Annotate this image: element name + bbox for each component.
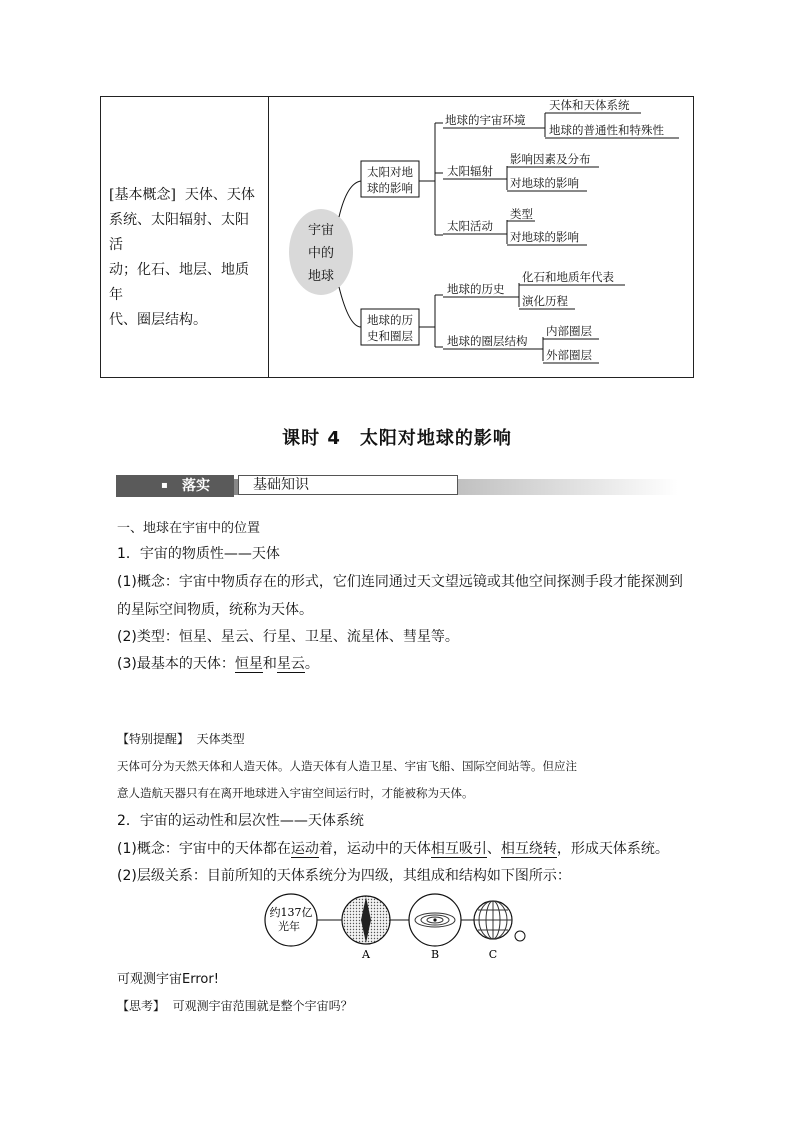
tip-line-1: 天体可分为天然天体和人造天体。人造天体有人造卫星、宇宙飞船、国际空间站等。但应注	[117, 759, 577, 773]
connector-root-b1	[339, 181, 361, 217]
concept-line-3: 动；化石、地层、地质年	[109, 262, 249, 303]
branch-2-line-1: 地球的历	[367, 313, 413, 327]
universe-size-line-2: 光年	[278, 920, 300, 933]
b1-sub3-leaf-2: 对地球的影响	[510, 230, 579, 244]
label-a: A	[362, 948, 370, 961]
para-4-answer-3: 相互绕转	[500, 841, 557, 857]
b2-sub2-leaf-1: 内部圈层	[546, 324, 592, 338]
branch-1-line-2: 球的影响	[367, 181, 413, 195]
para-4-mid-2: 、	[486, 841, 501, 857]
para-1-line-2: 的星际空间物质，统称为天体。	[117, 602, 313, 618]
tip-label: 【特别提醒】	[117, 732, 190, 746]
mind-map	[269, 97, 693, 377]
page-title: 课时 4 太阳对地球的影响	[282, 428, 512, 449]
para-4	[117, 838, 669, 858]
banner-white-block: 基础知识	[238, 475, 458, 495]
para-1-line-1: (1)概念：宇宙中物质存在的形式，它们连同通过天文望远镜或其他空间探测手段才能探测到	[117, 574, 683, 590]
b1-sub3-label: 太阳活动	[447, 219, 493, 233]
celestial-system-diagram	[262, 892, 532, 964]
think-text: 可观测宇宙范围就是整个宇宙吗？	[172, 999, 353, 1013]
label-b: B	[430, 948, 440, 961]
moon-icon	[515, 931, 525, 941]
section-heading-1: 一、地球在宇宙中的位置	[117, 521, 261, 536]
para-4-answer-2: 相互吸引	[430, 841, 487, 857]
b1-sub1-leaf-1: 天体和天体系统	[549, 98, 630, 112]
concept-line-1: 天体、天体	[184, 187, 255, 203]
para-5: (2)层级关系：目前所知的天体系统分为四级，其组成和结构如下图所示：	[117, 868, 571, 884]
b2-sub2-label: 地球的圈层结构	[447, 334, 528, 348]
para-3-answer-1: 恒星	[234, 656, 263, 672]
banner-dark-text: 落实	[182, 478, 210, 494]
b2-sub1-leaf-2: 演化历程	[522, 294, 568, 308]
concept-line-2: 系统、太阳辐射、太阳活	[109, 212, 249, 253]
think-label: 【思考】	[117, 999, 166, 1013]
observable-universe-text: 可观测宇宙Error!	[117, 972, 219, 987]
b2-sub1-leaf-1: 化石和地质年代表	[522, 270, 614, 284]
subheading-2: 2．宇宙的运动性和层次性——天体系统	[117, 813, 364, 829]
tip-heading	[117, 730, 245, 747]
root-line-1: 宇宙	[307, 223, 335, 238]
para-3-suffix: 。	[304, 656, 319, 672]
concept-line-4: 代、圈层结构。	[109, 312, 207, 328]
b1-sub2-leaf-2: 对地球的影响	[510, 176, 579, 190]
b1-sub2-leaf-1: 影响因素及分布	[510, 152, 591, 166]
concept-label: [基本概念]	[109, 187, 176, 203]
para-2: (2)类型：恒星、星云、行星、卫星、流星体、彗星等。	[117, 629, 459, 645]
branch-2-line-2: 史和圈层	[367, 329, 413, 343]
b2-sub1-label: 地球的历史	[447, 282, 505, 296]
root-line-3: 地球	[307, 269, 335, 284]
tip-title: 天体类型	[196, 732, 245, 746]
para-4-suffix: ，形成天体系统。	[556, 841, 669, 857]
para-3	[117, 653, 319, 673]
para-4-prefix: (1)概念：宇宙中的天体都在	[117, 841, 291, 857]
root-line-2: 中的	[307, 246, 335, 261]
b1-sub2-label: 太阳辐射	[447, 164, 493, 178]
b1-sub1-label: 地球的宇宙环境	[445, 113, 526, 127]
label-c: C	[488, 948, 498, 961]
b1-sub3-leaf-1: 类型	[510, 207, 533, 221]
para-4-mid-1: 着，运动中的天体	[318, 841, 431, 857]
connector-root-b2	[339, 287, 361, 327]
section-banner	[116, 475, 678, 497]
banner-dark-block	[116, 475, 234, 497]
para-3-mid: 和	[262, 656, 277, 672]
b1-sub1-leaf-2: 地球的普通性和特殊性	[549, 123, 664, 137]
para-4-answer-1: 运动	[290, 841, 319, 857]
para-3-prefix: (3)最基本的天体：	[117, 656, 235, 672]
subheading-1: 1．宇宙的物质性——天体	[117, 546, 280, 562]
universe-size-line-1: 约137亿	[269, 906, 313, 919]
tip-line-2: 意人造航天器只有在离开地球进入宇宙空间运行时，才能被称为天体。	[117, 786, 474, 800]
para-3-answer-2: 星云	[276, 656, 305, 672]
concept-table	[100, 96, 694, 378]
b2-sub2-leaf-2: 外部圈层	[546, 348, 592, 362]
basic-concept-cell	[109, 183, 261, 333]
bullet-icon: ▪	[161, 480, 168, 491]
branch-1-line-1: 太阳对地	[367, 165, 413, 179]
think-question	[117, 997, 353, 1014]
